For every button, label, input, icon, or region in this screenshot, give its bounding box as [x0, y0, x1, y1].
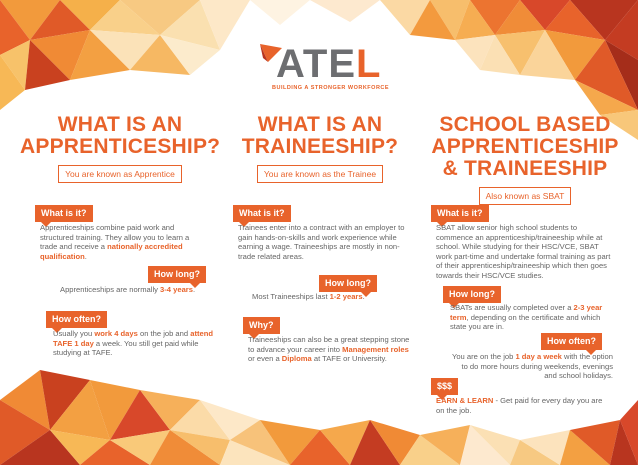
logo-wordmark-main: ATE	[276, 42, 357, 86]
traineeship-howlong-text	[252, 292, 402, 302]
apprenticeship-howlong-text	[60, 285, 220, 295]
apprenticeship-howoften-bold-1: work 4 days	[94, 329, 138, 338]
logo-wordmark	[276, 42, 381, 86]
sbat-howoften-tag: How often?	[541, 333, 602, 350]
traineeship-what-tag: What is it?	[233, 205, 291, 222]
sbat-title-line1: SCHOOL BASED	[439, 113, 611, 136]
traineeship-column	[225, 114, 415, 183]
traineeship-howlong-text-2: .	[362, 292, 365, 301]
sbat-howoften-text-2: with the option to do more hours during weekends, evenings and school holidays.	[461, 352, 613, 381]
traineeship-title	[225, 114, 415, 158]
traineeship-howlong-text-1: Most Traineeships last	[252, 292, 330, 301]
apprenticeship-howlong-text-2: .	[192, 285, 196, 294]
traineeship-why-text-3: at TAFE or University.	[311, 354, 387, 364]
sbat-money-tag: $$$	[431, 378, 458, 395]
apprenticeship-howoften-text-1: Usually you	[53, 329, 95, 338]
apprenticeship-what-text-bold: nationally accredited qualification	[40, 242, 183, 261]
apprenticeship-known-as: You are known as Apprentice	[58, 165, 182, 183]
traineeship-title-line1: WHAT IS AN	[257, 113, 383, 136]
traineeship-why-bold-2: Diploma	[281, 354, 312, 364]
traineeship-howlong-tag: How long?	[319, 275, 377, 292]
apprenticeship-column	[20, 114, 220, 183]
traineeship-why-text-1: Traineeships can also be a great stepping stone to advance your career into	[248, 335, 410, 354]
traineeship-howlong-bold: 1-2 years	[329, 292, 363, 301]
logo-wordmark-accent: L	[356, 42, 382, 86]
traineeship-what-text: Trainees enter into a contract with an employer to gain hands-on-skills and work experience while earning a wage. Traineeships are mostly in non-trade related areas.	[238, 223, 405, 261]
apprenticeship-title-line1: WHAT IS AN	[57, 113, 183, 136]
apprenticeship-howoften-tag: How often?	[46, 311, 107, 328]
sbat-known-as: Also known as SBAT	[479, 187, 572, 205]
traineeship-why-text	[248, 335, 413, 364]
traineeship-title-line2: TRAINEESHIP?	[241, 135, 399, 158]
sbat-howlong-text	[450, 303, 610, 332]
sbat-title-line2: APPRENTICESHIP	[431, 135, 619, 158]
sbat-howlong-text-2: , depending on the certificate and which state you are in.	[450, 312, 601, 332]
sbat-money-text	[436, 396, 606, 415]
apprenticeship-what-text-1: Apprenticeships combine paid work and structured training. They allow you to learn a trade and receive a	[40, 223, 190, 252]
sbat-money-bold: EARN & LEARN	[436, 396, 494, 405]
traineeship-why-text-2: or even a	[248, 354, 282, 364]
sbat-howlong-bold: 2-3 year term	[450, 303, 603, 322]
apprenticeship-title-line2: APPRENTICESHIP?	[20, 135, 221, 158]
sbat-money-text-rest: - Get paid for every day you are on the job.	[436, 396, 603, 415]
apprenticeship-howlong-bold: 3-4 years	[160, 285, 193, 294]
apprenticeship-what-text-2: .	[84, 251, 87, 261]
apprenticeship-title	[20, 114, 220, 158]
sbat-howoften-bold: 1 day a week	[515, 352, 562, 361]
apprenticeship-howlong-text-1: Apprenticeships are normally	[60, 285, 161, 294]
traineeship-known-as: You are known as the Trainee	[257, 165, 383, 183]
sbat-howlong-tag: How long?	[443, 286, 501, 303]
apprenticeship-howoften-text-3: a week. You still get paid while studying at TAFE.	[53, 338, 199, 358]
apprenticeship-what-tag: What is it?	[35, 205, 93, 222]
apprenticeship-howlong-tag: How long?	[148, 266, 206, 283]
sbat-what-tag: What is it?	[431, 205, 489, 222]
sbat-column	[425, 114, 625, 205]
atel-logo	[250, 42, 390, 96]
sbat-howoften-text	[448, 352, 613, 381]
logo-tagline: BUILDING A STRONGER WORKFORCE	[272, 85, 390, 91]
apprenticeship-howoften-text-2: on the job and	[137, 329, 191, 338]
sbat-what-text: SBAT allow senior high school students to commence an apprenticeship/traineeship while at school. While studying for their HSC/VCE, SBAT work part-time and undertake formal training as part of their apprenticeship/traineeship which then goes towards their HSC/VCE studies.	[436, 223, 611, 280]
sbat-title	[425, 114, 625, 180]
sbat-howlong-text-1: SBATs are usually completed over a	[450, 303, 574, 312]
traineeship-why-tag: Why?	[243, 317, 280, 334]
apprenticeship-what-text	[40, 223, 205, 261]
sbat-howoften-text-1: You are on the job	[451, 352, 516, 361]
traineeship-why-bold-1: Management roles	[342, 344, 409, 354]
apprenticeship-howoften-text	[53, 329, 213, 358]
sbat-title-line3: & TRAINEESHIP	[442, 157, 608, 180]
apprenticeship-howoften-bold-2: attend TAFE 1 day	[53, 329, 213, 348]
